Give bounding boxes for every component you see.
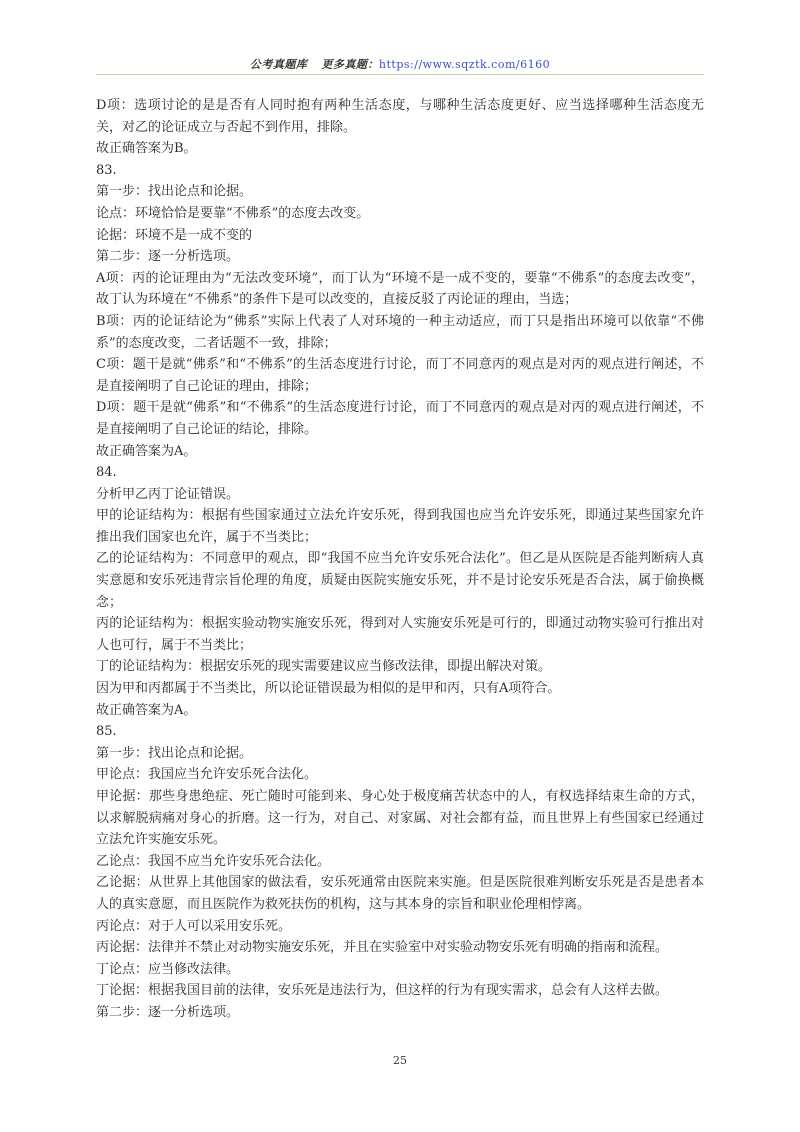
text-paragraph: 83.: [96, 162, 117, 178]
text-paragraph: 丙论据：法律并不禁止对动物实施安乐死，并且在实验室中对实验动物安乐死有明确的指南和流程。: [96, 940, 669, 956]
header-brand: 公考真题库: [249, 58, 308, 71]
text-paragraph: 乙论据：从世界上其他国家的做法看，安乐死通常由医院来实施。但是医院很难判断安乐死是否是患者本人的真实意愿，而且医院作为救死扶伤的机构，这与其本身的宗旨和职业伦理相悖离。: [96, 875, 704, 912]
text-paragraph: 故正确答案为A。: [96, 702, 197, 718]
header-more-label: 更多真题：: [321, 58, 379, 71]
text-paragraph: 丙的论证结构为：根据实验动物实施安乐死，得到对人实施安乐死是可行的，即通过动物实验可行推出对人也可行，属于不当类比；: [96, 616, 704, 653]
text-paragraph: 乙的论证结构为：不同意甲的观点，即“我国不应当允许安乐死合法化”。但乙是从医院是否能判断病人真实意愿和安乐死违背宗旨伦理的角度，质疑由医院实施安乐死，并不是讨论安乐死是否合法，属于偷换概念；: [96, 551, 704, 610]
text-paragraph: 第二步：逐一分析选项。: [96, 1004, 240, 1020]
text-paragraph: 甲论据：那些身患绝症、死亡随时可能到来、身心处于极度痛苦状态中的人，有权选择结束生命的方式，以求解脱病痛对身心的折磨。这一行为，对自己、对家属、对社会都有益，而且世界上有些国家已经通过立法允许实施安乐死。: [96, 789, 704, 848]
text-paragraph: 因为甲和丙都属于不当类比，所以论证错误最为相似的是甲和丙，只有A项符合。: [96, 681, 561, 697]
text-paragraph: A项：丙的论证理由为“无法改变环境”，而丁认为“环境不是一成不变的，要靠“不佛系”的态度去改变”，故丁认为环境在“不佛系”的条件下是可以改变的，直接反驳了丙论证的理由，当选；: [96, 270, 704, 308]
text-paragraph: 论点：环境恰恰是要靠“不佛系”的态度去改变。: [96, 205, 370, 221]
text-paragraph: 第二步：逐一分析选项。: [96, 249, 240, 265]
text-paragraph: 丁的论证结构为：根据安乐死的现实需要建议应当修改法律，即提出解决对策。: [96, 659, 552, 675]
text-paragraph: 丁论据：根据我国目前的法律，安乐死是违法行为，但这样的行为有现实需求，总会有人这样去做。: [96, 983, 669, 999]
page-content: [96, 95, 704, 1024]
text-paragraph: 乙论点：我国不应当允许安乐死合法化。: [96, 853, 331, 869]
text-paragraph: C项：题干是就“佛系”和“不佛系”的生活态度进行讨论，而丁不同意丙的观点是对丙的观点进行阐述，不是直接阐明了自己论证的理由，排除；: [96, 357, 704, 394]
text-paragraph: 85.: [96, 724, 117, 740]
text-paragraph: 论据：环境不是一成不变的: [96, 227, 253, 243]
text-paragraph: 故正确答案为B。: [96, 141, 197, 157]
text-paragraph: 甲的论证结构为：根据有些国家通过立法允许安乐死，得到我国也应当允许安乐死，即通过某些国家允许推出我们国家也允许，属于不当类比；: [96, 508, 704, 545]
header-url-link[interactable]: https://www.sqztk.com/6160: [378, 58, 551, 71]
text-paragraph: 分析甲乙丙丁论证错误。: [96, 486, 240, 502]
text-paragraph: 第一步：找出论点和论据。: [96, 184, 253, 200]
text-paragraph: 第一步：找出论点和论据。: [96, 745, 253, 761]
text-paragraph: D项：题干是就“佛系”和“不佛系”的生活态度进行讨论，而丁不同意丙的观点是对丙的观点进行阐述，不是直接阐明了自己论证的结论，排除。: [96, 400, 704, 437]
text-paragraph: 甲论点：我国应当允许安乐死合法化。: [96, 767, 318, 783]
text-paragraph: 故正确答案为A。: [96, 443, 197, 459]
text-paragraph: B项：丙的论证结论为“佛系”实际上代表了人对环境的一种主动适应，而丁只是指出环境可以依靠“不佛系”的态度改变，二者话题不一致，排除；: [96, 313, 704, 351]
text-paragraph: D项：选项讨论的是是否有人同时抱有两种生活态度，与哪种生活态度更好、应当选择哪种生活态度无关，对乙的论证成立与否起不到作用，排除。: [96, 98, 704, 135]
text-paragraph: 丙论点：对于人可以采用安乐死。: [96, 918, 292, 934]
header-divider: [96, 74, 704, 75]
page-number: 25: [393, 1054, 407, 1067]
text-paragraph: 84.: [96, 465, 117, 481]
text-paragraph: 丁论点：应当修改法律。: [96, 961, 240, 977]
page-header: [0, 56, 800, 72]
